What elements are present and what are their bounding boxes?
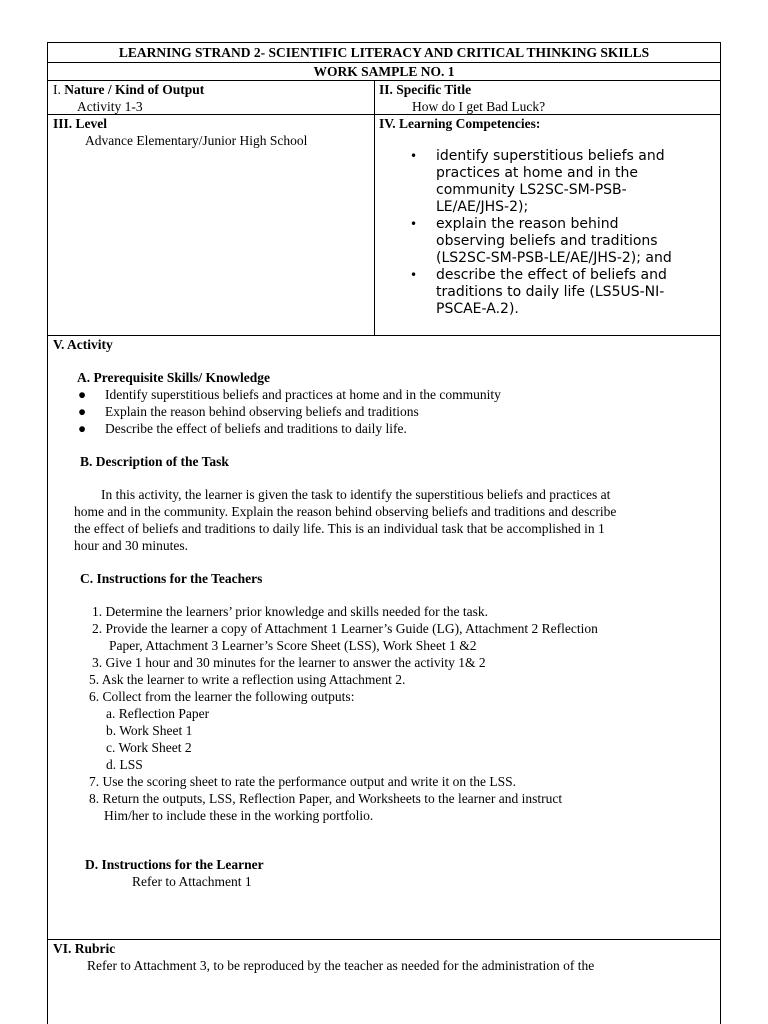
- teacher-instructions-label: C. Instructions for the Teachers: [80, 571, 263, 586]
- specific-title-label: II. Specific Title: [379, 82, 472, 97]
- teacher-instruction-line: d. LSS: [106, 757, 143, 772]
- work-sample-document: [47, 42, 721, 1024]
- learner-instructions-value: Refer to Attachment 1: [132, 874, 252, 889]
- teacher-instruction-line: b. Work Sheet 1: [106, 723, 193, 738]
- teacher-instruction-line: 2. Provide the learner a copy of Attachment 1 Learner’s Guide (LG), Attachment 2 Reflection: [92, 621, 598, 636]
- teacher-instruction-line: 7. Use the scoring sheet to rate the performance output and write it on the LSS.: [89, 774, 517, 789]
- specific-title-value: How do I get Bad Luck?: [412, 99, 546, 114]
- task-description-line: home and in the community. Explain the reason behind observing beliefs and traditions and describe: [74, 504, 617, 519]
- task-description-line: hour and 30 minutes.: [74, 538, 188, 553]
- task-description-line: the effect of beliefs and traditions to daily life. This is an individual task that be accomplished in 1: [74, 521, 605, 536]
- bullet-icon: •: [410, 217, 418, 231]
- teacher-instruction-line: 5. Ask the learner to write a reflection using Attachment 2.: [89, 672, 406, 687]
- bullet-icon: ●: [78, 387, 87, 402]
- teacher-instruction-line: Him/her to include these in the working portfolio.: [104, 808, 374, 823]
- teacher-instruction-line: 3. Give 1 hour and 30 minutes for the learner to answer the activity 1& 2: [92, 655, 486, 670]
- level-label: III. Level: [53, 116, 107, 131]
- competency-item: • describe the effect of beliefs and traditions to daily life (LS5US-NI-PSCAE-A.2).: [410, 267, 667, 317]
- rubric-label: VI. Rubric: [53, 941, 116, 956]
- prereq-item: ● Describe the effect of beliefs and traditions to daily life.: [78, 421, 407, 436]
- level-value: Advance Elementary/Junior High School: [85, 133, 308, 148]
- learner-instructions-label: D. Instructions for the Learner: [85, 857, 264, 872]
- row-level-competencies: [48, 115, 720, 336]
- teacher-instruction-line: 6. Collect from the learner the following outputs:: [89, 689, 355, 704]
- work-sample-number: WORK SAMPLE NO. 1: [313, 64, 455, 79]
- nature-cell: [48, 81, 374, 114]
- competencies-cell: [374, 115, 720, 335]
- prereq-item: ● Explain the reason behind observing beliefs and traditions: [78, 404, 419, 419]
- activity-row: [48, 336, 720, 940]
- bullet-icon: ●: [78, 421, 87, 436]
- prereq-item: ● Identify superstitious beliefs and practices at home and in the community: [78, 387, 501, 402]
- level-cell: [48, 115, 374, 335]
- nature-value: Activity 1-3: [77, 99, 143, 114]
- competency-item: • explain the reason behind observing beliefs and traditions (LS2SC-SM-PSB-LE/AE/JHS-2); and: [410, 216, 672, 266]
- prereq-label: A. Prerequisite Skills/ Knowledge: [77, 370, 271, 385]
- teacher-instruction-line: 8. Return the outputs, LSS, Reflection Paper, and Worksheets to the learner and instruct: [89, 791, 563, 806]
- task-description-line: In this activity, the learner is given the task to identify the superstitious beliefs and practices at: [101, 487, 611, 502]
- competencies-list: [379, 148, 679, 318]
- task-description-label: B. Description of the Task: [80, 454, 229, 469]
- bullet-icon: •: [410, 149, 418, 163]
- competency-item: • identify superstitious beliefs and practices at home and in the community LS2SC-SM-PSB-LE/AE/JHS-2);: [410, 148, 665, 215]
- rubric-value: Refer to Attachment 3, to be reproduced by the teacher as needed for the administration of the: [87, 958, 595, 973]
- document-title: LEARNING STRAND 2- SCIENTIFIC LITERACY AND CRITICAL THINKING SKILLS: [118, 45, 650, 60]
- title-row: [48, 43, 720, 63]
- bullet-icon: •: [410, 268, 418, 282]
- bullet-icon: ●: [78, 404, 87, 419]
- work-sample-row: [48, 63, 720, 81]
- activity-label: V. Activity: [53, 337, 113, 352]
- teacher-instruction-line: Paper, Attachment 3 Learner’s Score Sheet (LSS), Work Sheet 1 &2: [109, 638, 477, 653]
- teacher-instruction-line: c. Work Sheet 2: [106, 740, 192, 755]
- row-nature-title: [48, 81, 720, 115]
- teacher-instruction-line: 1. Determine the learners’ prior knowledge and skills needed for the task.: [92, 604, 488, 619]
- nature-label: I. Nature / Kind of Output: [53, 82, 205, 97]
- teacher-instruction-line: a. Reflection Paper: [106, 706, 210, 721]
- specific-title-cell: [374, 81, 720, 114]
- competencies-label: IV. Learning Competencies:: [379, 116, 541, 131]
